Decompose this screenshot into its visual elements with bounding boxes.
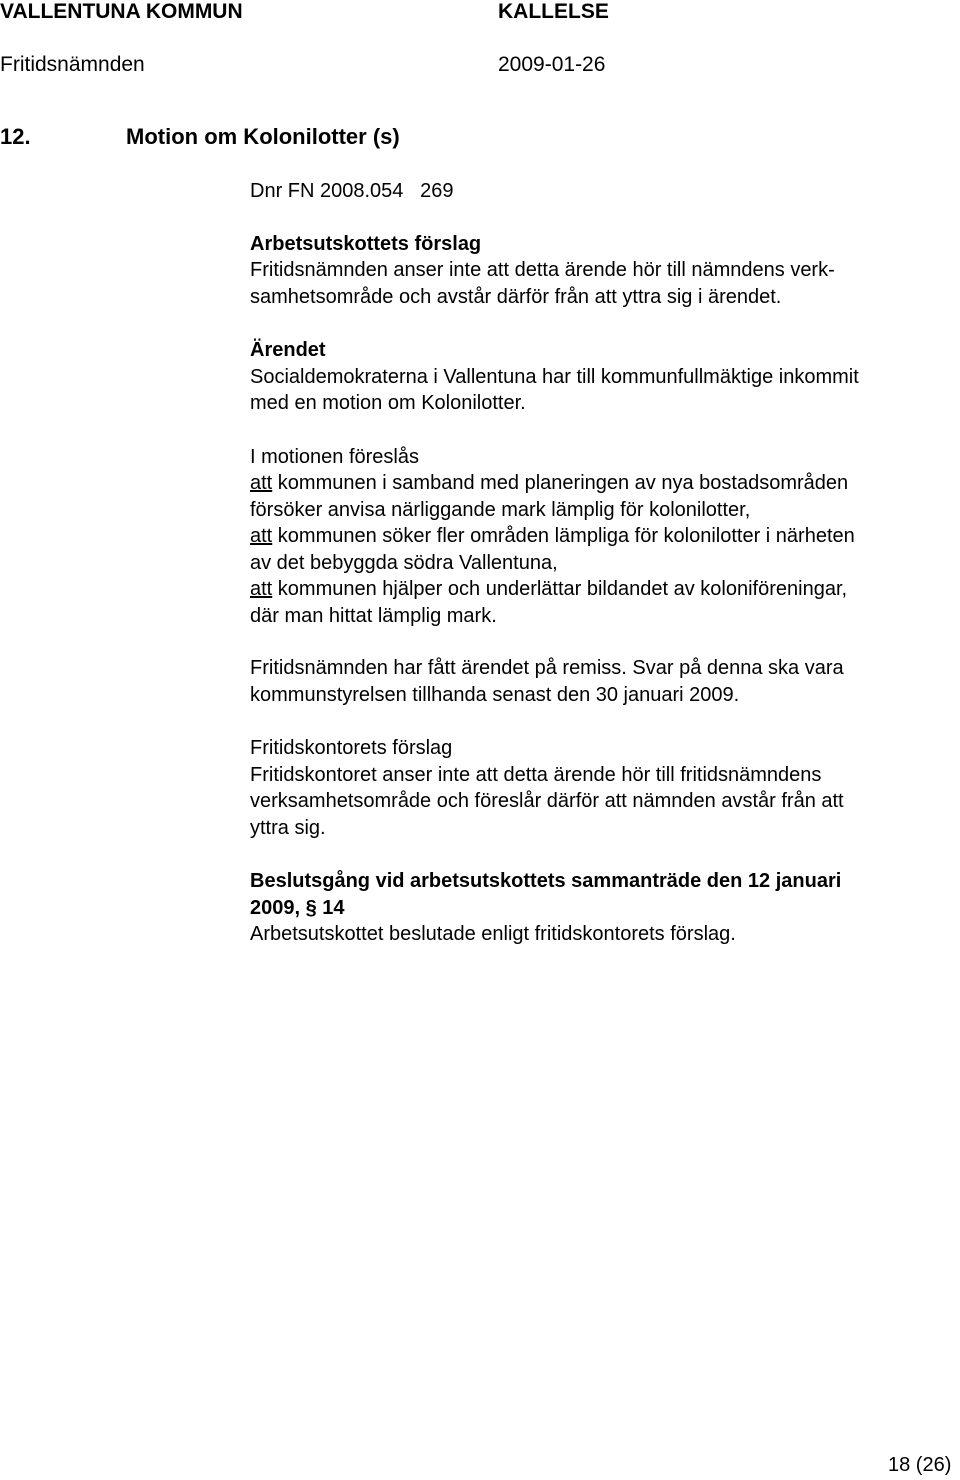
- document-body: [250, 178, 950, 948]
- proposal-continuation: av det bebyggda södra Vallentuna,: [250, 551, 558, 574]
- motion-intro: I motionen föreslås: [250, 445, 419, 468]
- att-word: att: [250, 472, 273, 494]
- proposal-continuation: försöker anvisa närliggande mark lämplig för kolonilotter,: [250, 498, 751, 521]
- proposal-text: kommunen söker fler områden lämpliga för kolonilotter i närheten: [272, 525, 855, 547]
- proposal-line: [250, 576, 950, 603]
- paragraph-number: 14: [316, 896, 345, 919]
- proposal-text: kommunen i samband med planeringen av nya bostadsområden: [272, 472, 849, 494]
- org-name: VALLENTUNA KOMMUN: [0, 0, 243, 23]
- doc-type: KALLELSE: [498, 0, 609, 23]
- paragraph-sign: §: [305, 896, 317, 919]
- fk-line: yttra sig.: [250, 816, 326, 839]
- au-line: samhetsområde och avstår därför från att yttra sig i ärendet.: [250, 285, 782, 308]
- item-number: 12.: [0, 124, 31, 149]
- beslut-heading-cont: [250, 895, 950, 922]
- au-line: Fritidsnämnden anser inte att detta ärende hör till nämndens verk-: [250, 259, 835, 281]
- fk-heading: Fritidskontorets förslag: [250, 737, 453, 759]
- au-heading: Arbetsutskottets förslag: [250, 232, 482, 255]
- proposal-continuation: där man hittat lämplig mark.: [250, 604, 497, 627]
- proposal-line: [250, 523, 950, 550]
- dnr: Dnr FN 2008.054 269: [250, 180, 454, 202]
- proposal-text: kommunen hjälper och underlättar bildandet av koloniföreningar,: [272, 578, 848, 600]
- beslut-heading: Beslutsgång vid arbetsutskottets sammanträde den 12 januari: [250, 870, 842, 892]
- proposal-line: [250, 470, 950, 497]
- remiss-line: kommunstyrelsen tillhanda senast den 30 januari 2009.: [250, 683, 740, 706]
- arendet-line: med en motion om Kolonilotter.: [250, 392, 526, 414]
- arendet-heading: Ärendet: [250, 339, 326, 361]
- att-word: att: [250, 578, 273, 600]
- board-name: Fritidsnämnden: [0, 53, 145, 76]
- beslut-text: Arbetsutskottet beslutade enligt fritidskontorets förslag.: [250, 923, 736, 945]
- fk-line: verksamhetsområde och föreslår därför att nämnden avstår från att: [250, 790, 844, 812]
- beslut-year: 2009,: [250, 896, 306, 919]
- att-word: att: [250, 525, 273, 547]
- page-number: 18 (26): [888, 1454, 952, 1476]
- item-title: Motion om Kolonilotter (s): [126, 124, 400, 149]
- arendet-line: Socialdemokraterna i Vallentuna har till kommunfullmäktige inkommit: [250, 365, 859, 388]
- meeting-date: 2009-01-26: [498, 53, 606, 76]
- remiss-line: Fritidsnämnden har fått ärendet på remiss. Svar på denna ska vara: [250, 657, 844, 679]
- fk-line: Fritidskontoret anser inte att detta ärende hör till fritidsnämndens: [250, 763, 822, 786]
